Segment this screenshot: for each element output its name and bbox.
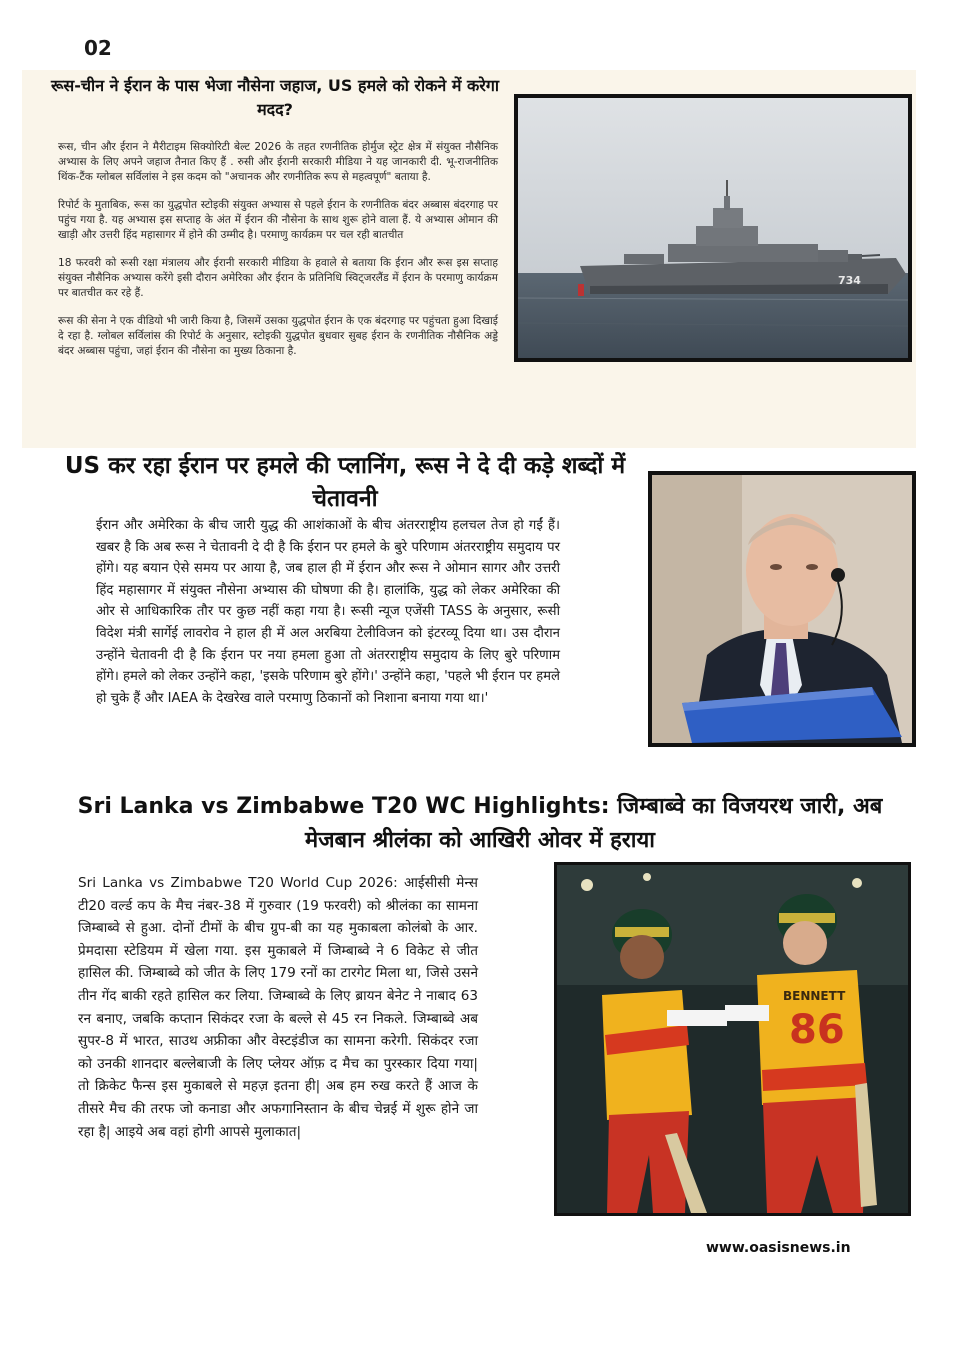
ship-hull-number: 734 (838, 274, 861, 287)
website-url: www.oasisnews.in (706, 1240, 851, 1256)
article1-body (58, 140, 498, 372)
page-number: 02 (84, 36, 112, 60)
article1-paragraph: रिपोर्ट के मुताबिक, रूस का युद्धपोत स्टोइकी संयुक्त अभ्यास से पहले ईरान के रणनीतिक बंदर अब्बास बंदरगाह पर पहुंच गया है. यह अभ्यास इस सप्ताह के अंत में ईरान की नौसेना के साथ शुरू होने वाला हैं. ये अभ्यास ओमान की खाड़ी और उत्तरी हिंद महासागर में होने की उम्मीद है। परमाणु कार्यक्रम पर चल रही बातचीत (58, 199, 498, 241)
article1-paragraph: 18 फरवरी को रूसी रक्षा मंत्रालय और ईरानी सरकारी मीडिया के हवाले से बताया कि ईरान और रूस इस सप्ताह संयुक्त नौसैनिक अभ्यास करेंगे इसी दौरान अमेरिका और ईरान के प्रतिनिधि स्विट्जरलैंड में ईरान के परमाणु कार्यक्रम पर बातचीत कर रहे हैं. (58, 257, 498, 299)
article2-paragraph: ईरान और अमेरिका के बीच जारी युद्ध की आशंकाओं के बीच अंतरराष्ट्रीय हलचल तेज हो गईं हैं। खबर है कि अब रूस ने चेतावनी दे दी है कि ईरान पर हमले के बुरे परिणाम अंतरराष्ट्रीय समुदाय पर होंगे। यह बयान ऐसे समय पर आया है, जब हाल ही में ईरान और रूस ने ओमान सागर और उत्तरी हिंद महासागर में संयुक्त नौसेना अभ्यास की घोषणा की है। हालांकि, युद्ध को लेकर अमेरिका की ओर से आधिकारिक तौर पर कुछ नहीं कहा गया है। रूसी न्यूज एजेंसी TASS के अनुसार, रूसी विदेश मंत्री सार्गेई लावरोव ने हाल ही में अल अरबिया टेलीविजन को इंटरव्यू दिया था। उस दौरान उन्होंने चेतावनी दी है कि ईरान पर नया हमला हुआ तो अंतरराष्ट्रीय समुदाय के लिए बुरे परिणाम होंगे। हमले को लेकर उन्होंने कहा, 'इसके परिणाम बुरे होंगे।' उन्होंने कहा, 'पहले भी ईरान पर हमले हो चुके हैं और IAEA के देखरेख वाले परमाणु ठिकानों को निशाना बनाया गया था।' (96, 518, 560, 706)
article2-body (96, 515, 560, 709)
article3-paragraph: Sri Lanka vs Zimbabwe T20 World Cup 2026: आईसीसी मेन्स टी20 वर्ल्ड कप के मैच नंबर-38 में गुरुवार (19 फरवरी) को श्रीलंका का सामना जिम्बाब्वे से हुआ. दोनों टीमों के बीच ग्रुप-बी का यह मुकाबला कोलंबो के आर. प्रेमदासा स्टेडियम में खेला गया. इस मुकाबले में जिम्बाब्वे ने 6 विकेट से जीत हासिल की. जिम्बाब्वे को जीत के लिए 179 रनों का टारगेट मिला था, जिसे उसने तीन गेंद बाकी रहते हासिल कर लिया. जिम्बाब्वे के लिए ब्रायन बेनेट ने नाबाद 63 रन बनाए, जबकि कप्तान सिकंदर रजा के बल्ले से 45 रन निकले. जिम्बाब्वे अब सुपर-8 में भारत, साउथ अफ्रीका और वेस्टइंडीज का सामना करेगी. सिकंदर रजा को उनकी शानदार बल्लेबाजी के लिए प्लेयर ऑफ़ द मैच का पुरस्कार दिया गया| तो क्रिकेट फैन्स इस मुकाबले से महज़ इतना ही| अब हम रुख करते हैं आज के तीसरे मैच की तरफ जो कनाडा और अफगानिस्तान के बीच चेन्नई में शुरू होने जा रहा है| आइये अब वहां होगी आपसे मुलाकात| (78, 875, 478, 1140)
article2-headline: US कर रहा ईरान पर हमले की प्लानिंग, रूस ने दे दी कड़े शब्दों में चेतावनी (64, 453, 626, 512)
article3-body (78, 872, 478, 1143)
article1-headline: रूस-चीन ने ईरान के पास भेजा नौसेना जहाज, US हमले को रोकने में करेगा मदद? (51, 76, 499, 119)
article3-headline: Sri Lanka vs Zimbabwe T20 WC Highlights: जिम्बाब्वे का विजयरथ जारी, अब मेजबान श्रीलंका को आखिरी ओवर में हराया (77, 794, 883, 853)
warship-photo (514, 94, 912, 362)
putin-photo (648, 471, 916, 747)
article1-paragraph: रूस, चीन और ईरान ने मैरीटाइम सिक्योरिटी बेल्ट 2026 के तहत रणनीतिक होर्मुज स्ट्रेट क्षेत्र में संयुक्त नौसैनिक अभ्यास के लिए अपने जहाज तैनात किए हैं . रुसी और ईरानी सरकारी मीडिया ने यह जानकारी दी. भू-राजनीतिक थिंक-टैंक ग्लोबल सर्विलांस ने इस कदम को "अचानक और रणनीतिक रूप से महत्वपूर्ण" बताया है. (58, 141, 498, 183)
jersey-number: 86 (789, 1007, 845, 1053)
cricket-players-photo (554, 862, 911, 1216)
jersey-name: BENNETT (783, 989, 846, 1003)
article1-paragraph: रूस की सेना ने एक वीडियो भी जारी किया है, जिसमें उसका युद्धपोत ईरान के एक बंदरगाह पर पहुंचता हुआ दिखाई दे रहा है. ग्लोबल सर्विलांस की रिपोर्ट के अनुसार, स्टोइकी युद्धपोत बुधवार सुबह ईरान के रणनीतिक नौसैनिक अड्डे बंदर अब्बास पहुंचा, जहां ईरान की नौसेना का मुख्य ठिकाना है. (58, 315, 498, 357)
